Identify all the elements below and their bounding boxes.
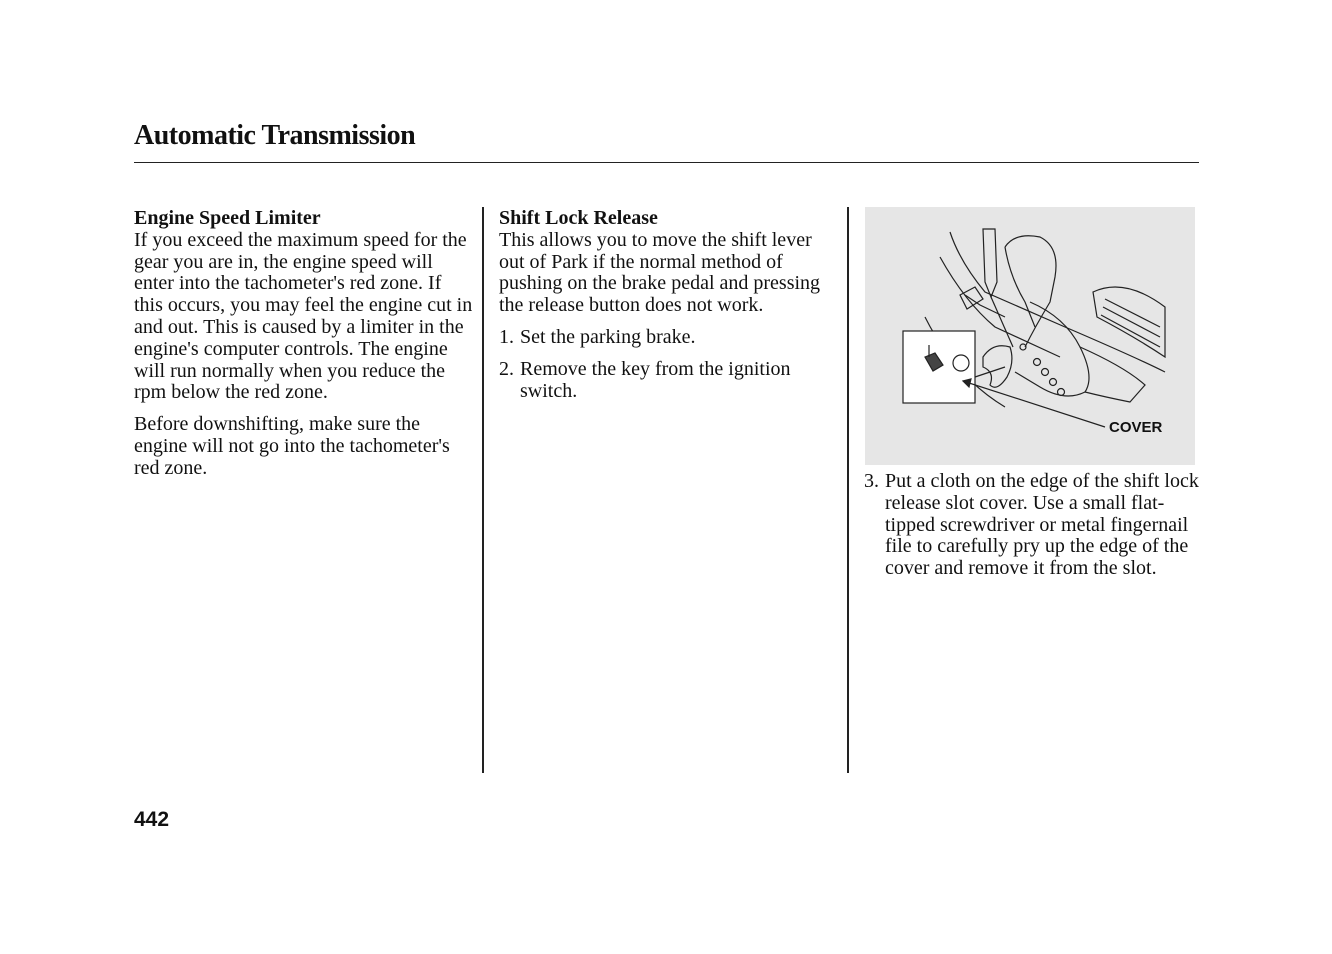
- page-title: Automatic Transmission: [134, 120, 416, 151]
- step-item: [499, 359, 839, 403]
- step-item: [499, 327, 839, 349]
- column-divider: [482, 207, 484, 773]
- shift-lock-release-heading: Shift Lock Release: [499, 207, 658, 229]
- engine-speed-limiter-paragraph: If you exceed the maximum speed for the gear you are in, the engine speed will enter into the tachometer's red zone. If this occurs, you may feel the engine cut in and out. This is caused by a limiter in the engine's computer controls. The engine will run normally when you reduce the rpm below the red zone.: [134, 228, 473, 404]
- cover-label: COVER: [1109, 419, 1163, 436]
- step-number: 3.: [864, 470, 879, 492]
- title-rule: [134, 162, 1199, 163]
- right-column: [864, 471, 1204, 590]
- shift-lock-cover-figure: [865, 207, 1195, 465]
- step-item: [864, 471, 1204, 580]
- step-text: Set the parking brake.: [520, 325, 696, 348]
- step-number: 1.: [499, 325, 514, 348]
- middle-column: [499, 208, 839, 412]
- engine-speed-limiter-heading: Engine Speed Limiter: [134, 207, 321, 229]
- step-text: Put a cloth on the edge of the shift lock release slot cover. Use a small flat-tipped screwdriver or metal fingernail file to carefully pry up the edge of the cover and remove it from the slot.: [885, 470, 1199, 580]
- left-column: [134, 208, 474, 490]
- column-divider: [847, 207, 849, 773]
- step-number: 2.: [499, 357, 514, 380]
- shift-lock-intro: This allows you to move the shift lever out of Park if the normal method of pushing on the brake pedal and pressing the release button does not work.: [499, 228, 821, 317]
- step-text: Remove the key from the ignition switch.: [520, 357, 791, 402]
- page-number: 442: [134, 808, 170, 831]
- downshifting-paragraph: Before downshifting, make sure the engine will not go into the tachometer's red zone.: [134, 413, 450, 479]
